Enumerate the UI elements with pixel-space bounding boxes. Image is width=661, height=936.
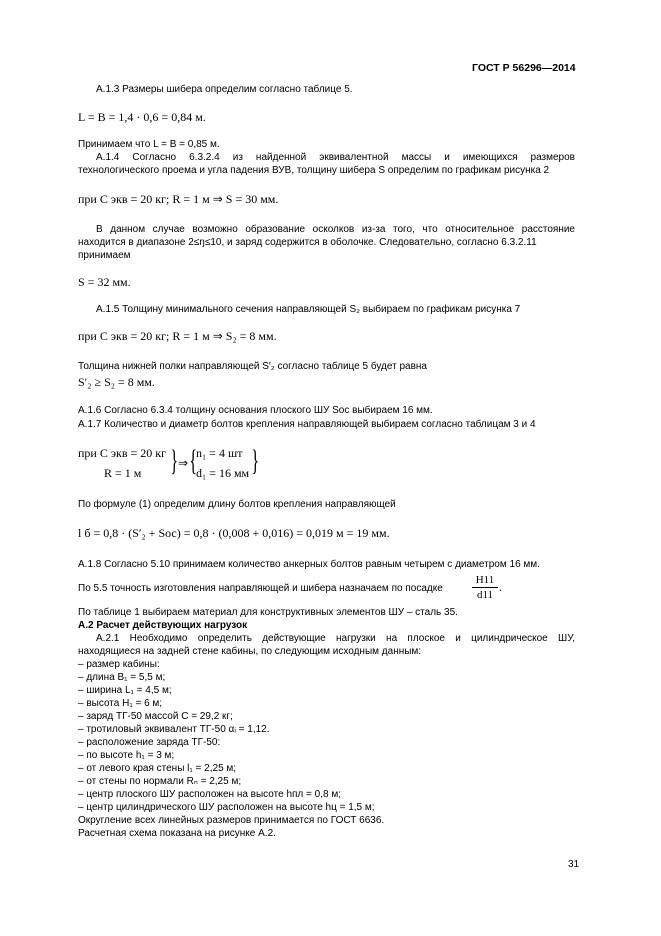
fit-numerator: H11 [475, 574, 495, 586]
list-item: – ширина L₁ = 4,5 м; [78, 685, 172, 696]
right-brace-end: } [251, 444, 260, 477]
section-a2-heading: А.2 Расчет действующих нагрузок [78, 620, 248, 631]
closing-rounding: Округление всех линейных размеров принимается по ГОСТ 6636. [78, 815, 385, 826]
list-item: – заряд ТГ-50 массой С = 29,2 кг; [78, 711, 233, 722]
system-left-line1: при C экв = 20 кг [78, 446, 167, 460]
closing-scheme: Расчетная схема показана на рисунке А.2. [78, 828, 276, 839]
formula-bolt-length: l б = 0,8 · (S′₂ + Sос) = 0,8 · (0,008 + 0,016) = 0,019 м = 19 мм. [78, 526, 390, 540]
list-item: – от левого края стены l₁ = 2,25 м; [78, 763, 237, 774]
section-a21-line2: находящиеся на задней стене кабины, по следующим исходным данным: [78, 646, 422, 657]
formula-s32: S = 32 мм. [78, 275, 131, 289]
section-a14-line1: А.1.4 Согласно 6.3.2.4 из найденной эквивалентной массы и имеющихся размеров [96, 152, 575, 163]
formula-s30: при C экв = 20 кг; R = 1 м ⇒ S = 30 мм. [78, 192, 279, 206]
formula-lb: L = B = 1,4 · 0,6 = 0,84 м. [78, 110, 206, 124]
para-material: По таблице 1 выбираем материал для конструктивных элементов ШУ – сталь 35. [78, 607, 458, 618]
fit-denominator: d11 [476, 589, 494, 601]
list-item: – центр плоского ШУ расположен на высоте hпл = 0,8 м; [78, 789, 341, 800]
page-number: 31 [568, 859, 580, 870]
list-item: – по высоте h₁ = 3 м; [78, 750, 175, 761]
para-fragments-line3: принимаем [78, 250, 131, 261]
left-brace-right: { [189, 444, 198, 477]
list-item: – размер кабины: [78, 659, 160, 670]
list-item: – расположение заряда ТГ-50: [78, 737, 221, 748]
section-a15: А.1.5 Толщину минимального сечения направляющей S₂ выбираем по графикам рисунка 7 [96, 304, 521, 315]
list-item: – высота H₁ = 6 м; [78, 698, 163, 709]
system-right-line1: n₁ = 4 шт [196, 446, 243, 460]
list-item: – тротиловый эквивалент ТГ-50 αᵢ = 1,12. [78, 724, 270, 735]
section-a14-line2: технологического проема и угла падения ВУВ, толщину шибера S определим по графикам рисунка 2 [78, 165, 550, 176]
system-right-line2: d₁ = 16 мм [196, 466, 250, 480]
para-lower-flange: Толщина нижней полки направляющей S′₂ согласно таблице 5 будет равна [78, 361, 427, 372]
section-a16: А.1.6 Согласно 6.3.4 толщину основания плоского ШУ Sос выбираем 16 мм. [78, 405, 433, 416]
accept-line: Принимаем что L = B = 0,85 м. [78, 139, 220, 150]
para-fragments-line2: находится в диапазоне 2≤ŋ≤10, и заряд содержится в оболочке. Следовательно, согласно 6.3.2.11 [78, 237, 537, 248]
para-bolt-length: По формуле (1) определим длину болтов крепления направляющей [78, 499, 396, 510]
section-a21-line1: А.2.1 Необходимо определить действующие нагрузки на плоское и цилиндрическое ШУ, [96, 633, 575, 644]
section-a18: А.1.8 Согласно 5.10 принимаем количество анкерных болтов равным четырем с диаметром 16 мм. [78, 559, 540, 570]
fit-fraction [472, 574, 498, 601]
para-fit: По 5.5 точность изготовления направляющей и шибера назначаем по посадке [78, 583, 443, 594]
system-left-line2: R = 1 м [104, 466, 142, 480]
para-fragments-line1: В данном случае возможно образование осколков из-за того, что относительное расстояние [96, 224, 575, 235]
list-item: – от стены по нормали Rₙ = 2,25 м; [78, 776, 242, 787]
fraction-bar [472, 587, 498, 588]
fit-period: . [499, 580, 502, 594]
formula-s2-prime: S′₂ ≥ S₂ = 8 мм. [78, 375, 155, 389]
formula-s2: при C экв = 20 кг; R = 1 м ⇒ S₂ = 8 мм. [78, 329, 277, 343]
right-brace-left: } [170, 444, 179, 477]
standard-header: ГОСТ Р 56296—2014 [472, 62, 576, 74]
implies-arrow: ⇒ [178, 456, 189, 470]
list-item: – длина B₁ = 5,5 м; [78, 672, 166, 683]
section-a13: А.1.3 Размеры шибера определим согласно таблице 5. [96, 84, 353, 95]
section-a17: А.1.7 Количество и диаметр болтов крепления направляющей выбираем согласно таблицам 3 и 4 [78, 419, 536, 430]
list-item: – центр цилиндрического ШУ расположен на высоте hц = 1,5 м; [78, 802, 375, 813]
